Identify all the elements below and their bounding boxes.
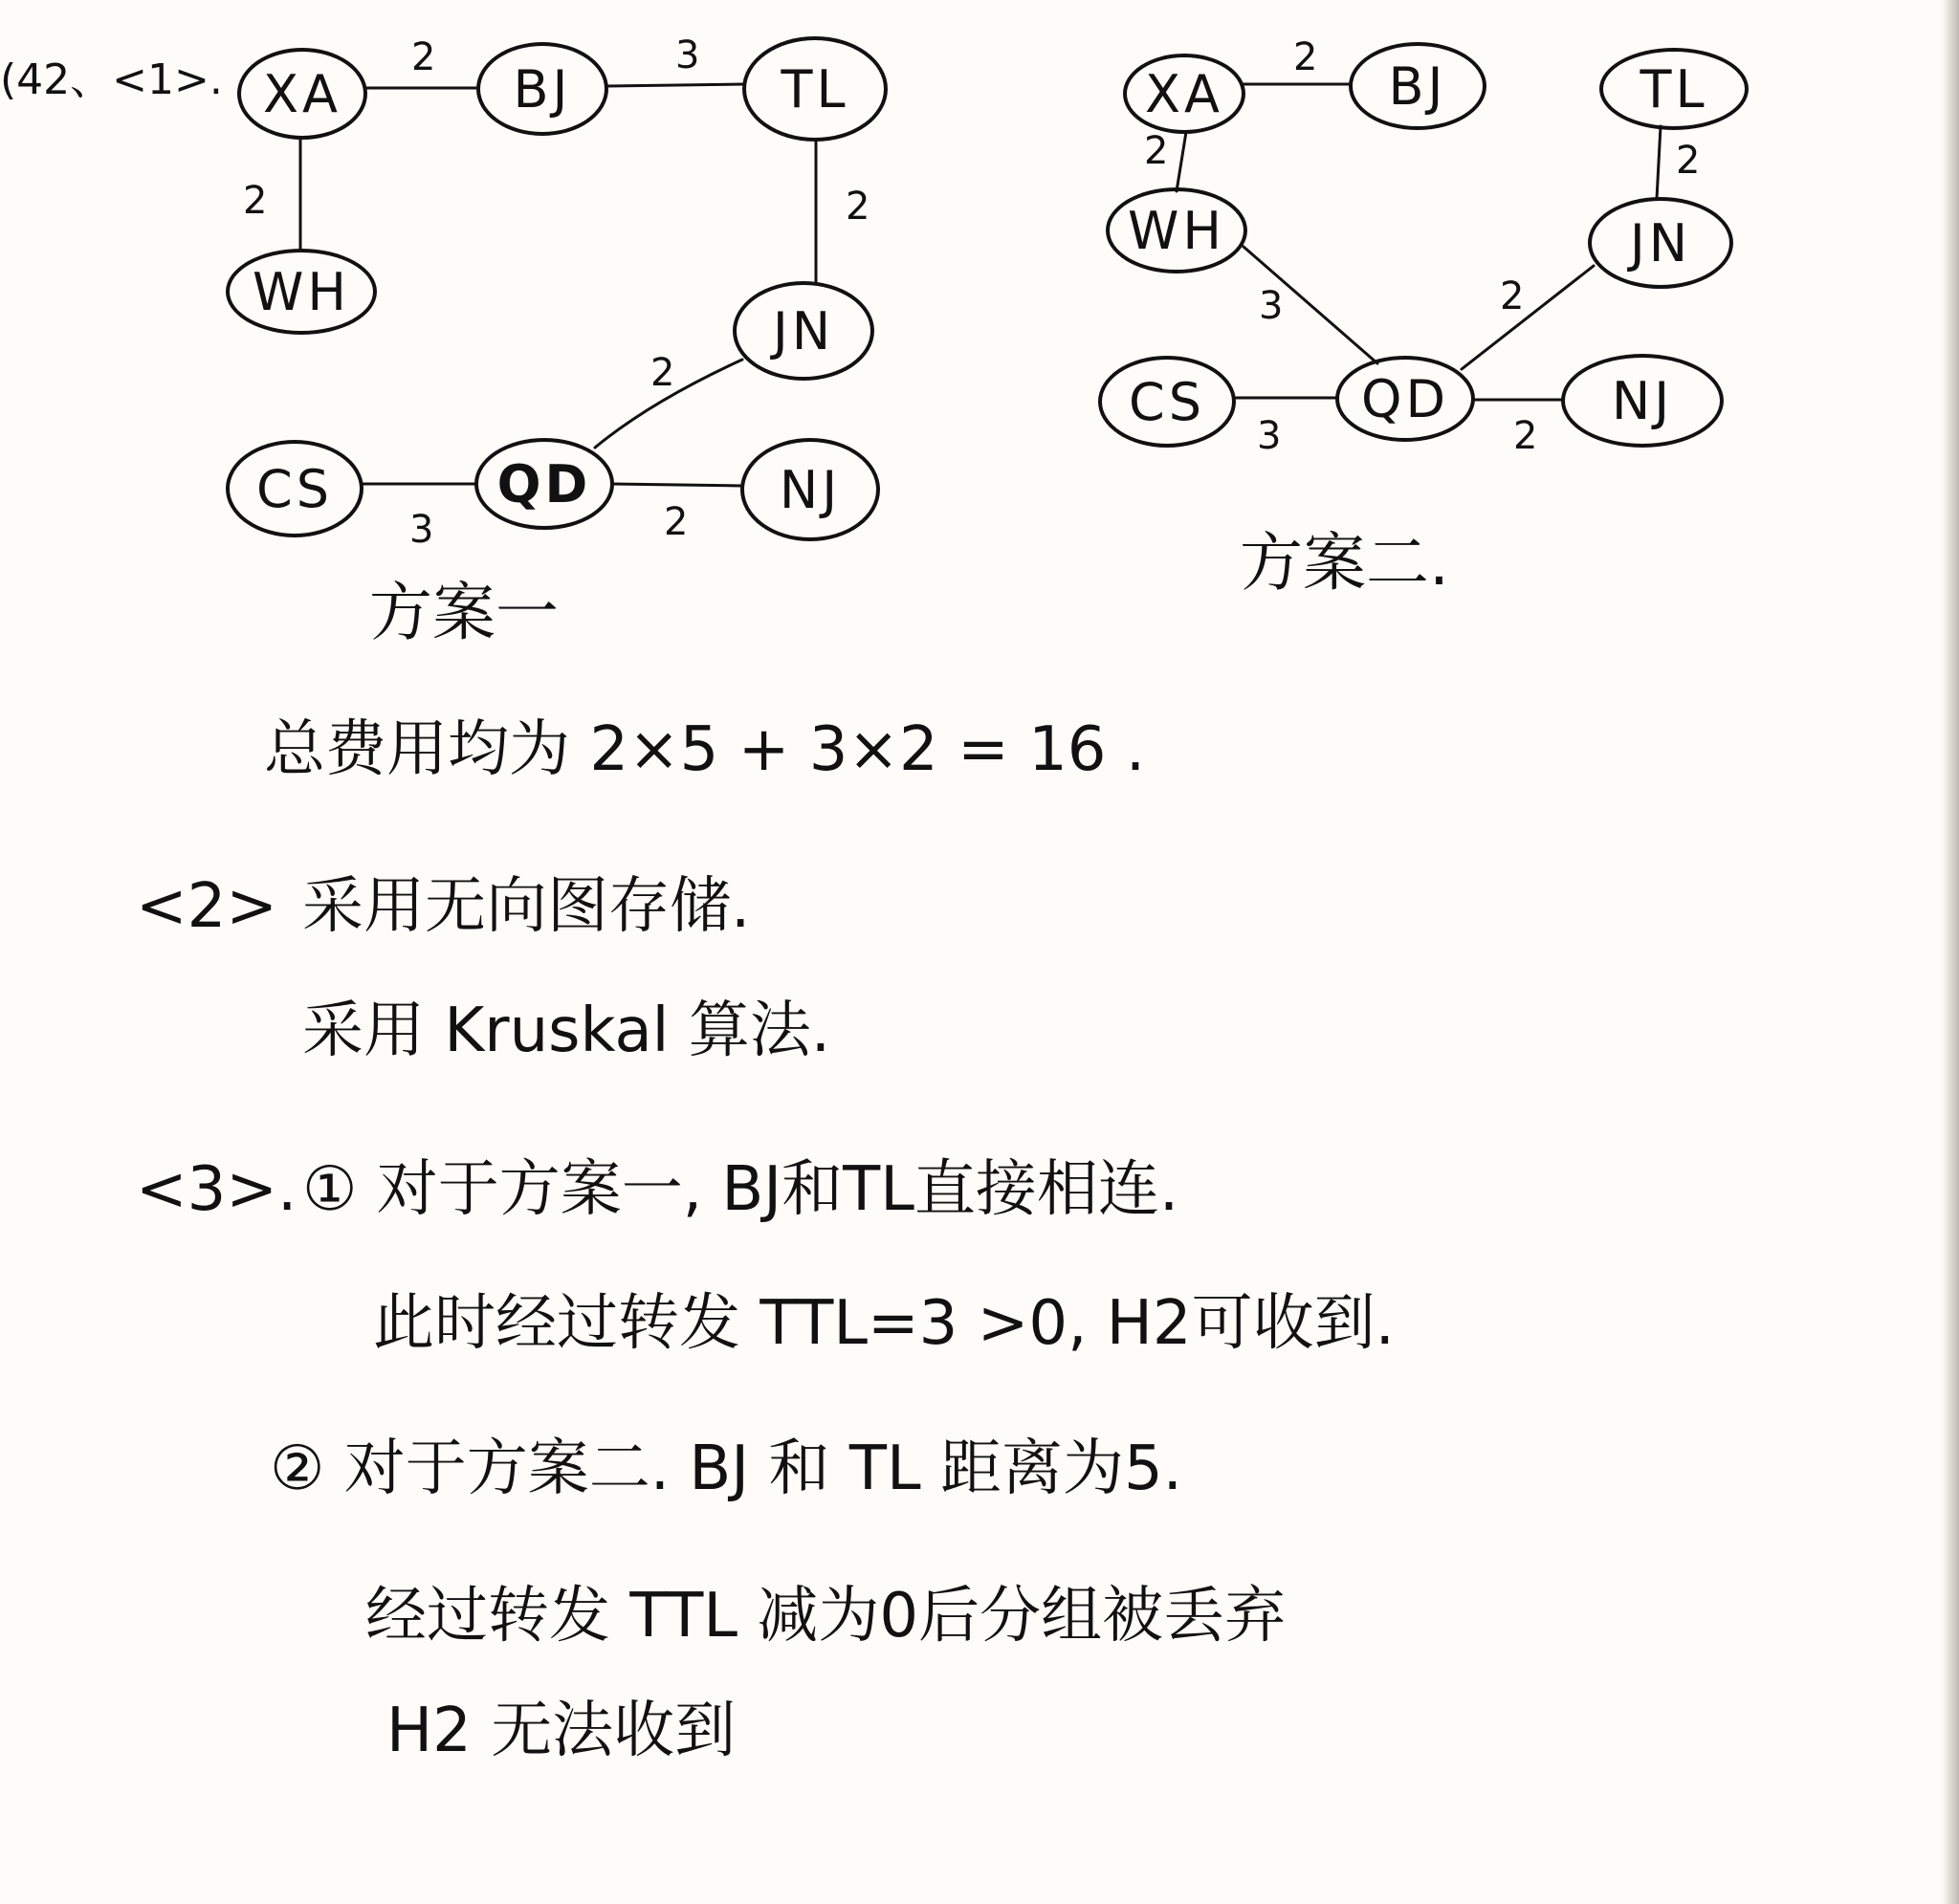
question-label: (42、<1>. bbox=[0, 55, 223, 104]
s1-weight-tl-jn: 2 bbox=[846, 185, 870, 229]
s2-weight-tl-jn: 2 bbox=[1676, 139, 1701, 183]
s2-node-jn: JN bbox=[1588, 197, 1733, 289]
part2-marker: <2> bbox=[136, 871, 277, 942]
s1-node-nj: NJ bbox=[740, 438, 880, 541]
s2-node-nj: NJ bbox=[1561, 354, 1724, 448]
s1-weight-jn-qd: 2 bbox=[650, 351, 675, 395]
s2-edge-jn-qd bbox=[1462, 266, 1594, 369]
part3-item2-line2: 经过转发 TTL 减为0后分组被丢弃 bbox=[365, 1581, 1287, 1652]
s1-node-jn: JN bbox=[733, 281, 874, 381]
part3-item1-line1: ① 对于方案一, BJ和TL直接相连. bbox=[302, 1154, 1179, 1225]
s2-weight-cs-qd: 3 bbox=[1257, 414, 1282, 458]
s1-node-tl: TL bbox=[742, 36, 888, 142]
s2-node-qd: QD bbox=[1335, 356, 1475, 442]
part2-line2: 采用 Kruskal 算法. bbox=[302, 996, 831, 1066]
s1-node-qd: QD bbox=[474, 438, 614, 530]
s1-weight-cs-qd: 3 bbox=[409, 508, 434, 552]
s1-node-wh: WH bbox=[226, 249, 377, 335]
s2-weight-qd-nj: 2 bbox=[1513, 414, 1538, 458]
s2-edge-xa-wh bbox=[1177, 132, 1186, 191]
s2-node-tl: TL bbox=[1599, 48, 1749, 130]
s2-weight-xa-bj: 2 bbox=[1293, 35, 1318, 79]
scheme1-title: 方案一 bbox=[369, 576, 559, 649]
s2-node-cs: CS bbox=[1098, 356, 1236, 448]
part3-item2-line3: H2 无法收到 bbox=[386, 1696, 737, 1766]
s1-weight-bj-tl: 3 bbox=[675, 33, 700, 77]
s2-node-xa: XA bbox=[1123, 54, 1245, 134]
part3-item2-line1: ② 对于方案二. BJ 和 TL 距离为5. bbox=[270, 1433, 1183, 1504]
s2-node-bj: BJ bbox=[1349, 42, 1486, 130]
s1-weight-xa-bj: 2 bbox=[411, 35, 436, 79]
part2-line1: 采用无向图存储. bbox=[302, 871, 751, 942]
s1-node-cs: CS bbox=[226, 440, 363, 537]
s2-weight-jn-qd: 2 bbox=[1500, 274, 1525, 318]
s2-weight-xa-wh: 2 bbox=[1144, 129, 1169, 173]
s1-weight-xa-wh: 2 bbox=[243, 179, 268, 223]
s1-edge-qd-nj bbox=[612, 484, 742, 486]
part3-item1-line2: 此时经过转发 TTL=3 >0, H2可收到. bbox=[373, 1288, 1395, 1359]
s1-weight-qd-nj: 2 bbox=[664, 500, 689, 544]
part3-marker: <3>. bbox=[136, 1154, 297, 1225]
s1-node-bj: BJ bbox=[476, 42, 608, 136]
paper-edge-shadow bbox=[1942, 0, 1959, 1904]
s2-weight-wh-qd: 3 bbox=[1259, 284, 1284, 328]
scheme2-title: 方案二. bbox=[1240, 526, 1449, 600]
s1-edge-bj-tl bbox=[606, 84, 744, 86]
s1-node-xa: XA bbox=[237, 48, 367, 140]
s2-node-wh: WH bbox=[1106, 187, 1247, 274]
total-cost-line: 总费用均为 2×5 + 3×2 = 16 . bbox=[264, 714, 1146, 785]
s2-edge-tl-jn bbox=[1657, 126, 1661, 199]
